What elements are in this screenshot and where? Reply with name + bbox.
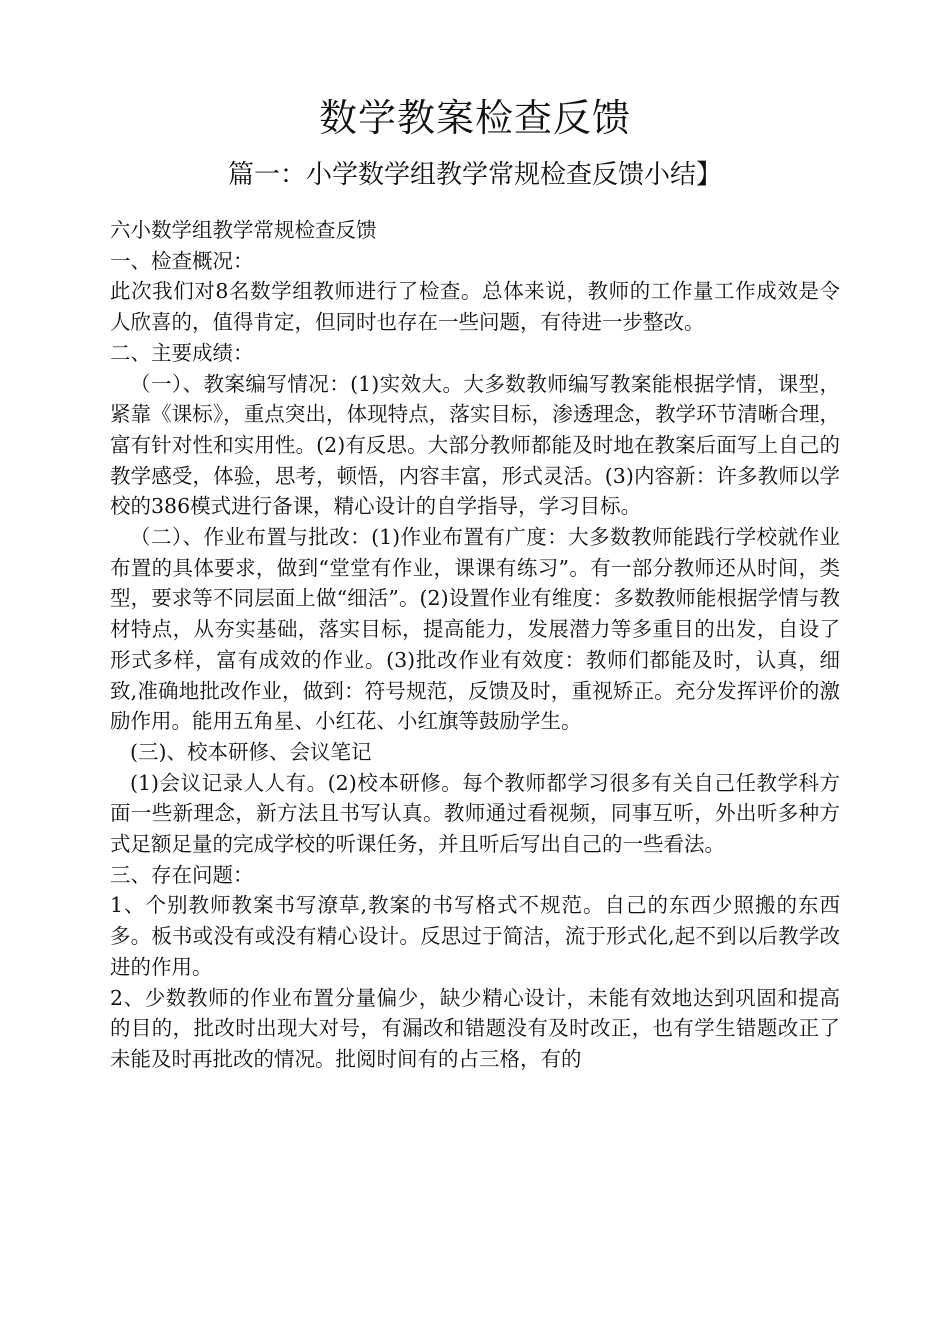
paragraph-school-research: (1)会议记录人人有。(2)校本研修。每个教师都学习很多有关自己任教学科方面一些新理念，新方法且书写认真。教师通过看视频，同事互听，外出听多种方式足额足量的完成学校的听课任务，并且听后写出自己的一些看法。: [110, 770, 840, 857]
heading-problems: 三、存在问题：: [110, 862, 254, 887]
paragraph-problem-1: 1、个别教师教案书写潦草,教案的书写格式不规范。自己的东西少照搬的东西多。板书或没有或没有精心设计。反思过于简洁，流于形式化,起不到以后教学改进的作用。: [110, 893, 840, 979]
paragraph-report-title: 六小数学组教学常规检查反馈: [110, 218, 377, 242]
heading-school-research: (三)、校本研修、会议笔记: [130, 739, 372, 764]
paragraph-lesson-plans: （一）、教案编写情况：(1)实效大。大多数教师编写教案能根据学情，课型，紧靠《课标》，重点突出，体现特点，落实目标，渗透理念，教学环节清晰合理，富有针对性和实用性。(2)有反思。大部分教师都能及时地在教案后面写上自己的教学感受，体验，思考，顿悟，内容丰富，形式灵活。(3)内容新：许多教师以学校的386模式进行备课，精心设计的自学指导，学习目标。: [110, 371, 840, 519]
document-body: [110, 215, 840, 1075]
document-title: 数学教案检查反馈: [318, 96, 631, 140]
paragraph-homework: （二）、作业布置与批改：(1)作业布置有广度：大多数教师能践行学校就作业布置的具体要求，做到“堂堂有作业，课课有练习”。有一部分教师还从时间，类型，要求等不同层面上做“细活”。(2)设置作业有维度：多数教师能根据学情与教材特点，从夯实基础，落实目标，提高能力，发展潜力等多重目的出发，自设了形式多样，富有成效的作业。(3)批改作业有效度：教师们都能及时，认真，细致,准确地批改作业，做到：符号规范，反馈及时，重视矫正。充分发挥评价的激励作用。能用五角星、小红花、小红旗等鼓励学生。: [110, 525, 840, 734]
paragraph-problem-2: 2、少数教师的作业布置分量偏少，缺少精心设计，未能有效地达到巩固和提高的目的，批改时出现大对号，有漏改和错题没有及时改正，也有学生错题改正了未能及时再批改的情况。批阅时间有的占三格，有的: [110, 985, 840, 1071]
heading-overview: 一、检查概况：: [110, 248, 254, 273]
heading-achievements: 二、主要成绩：: [110, 340, 254, 365]
paragraph-overview: 此次我们对8名数学组教师进行了检查。总体来说，教师的工作量工作成效是令人欣喜的，值得肯定，但同时也存在一些问题，有待进一步整改。: [110, 279, 840, 335]
document-subtitle: 篇一：小学数学组教学常规检查反馈小结】: [227, 160, 722, 190]
